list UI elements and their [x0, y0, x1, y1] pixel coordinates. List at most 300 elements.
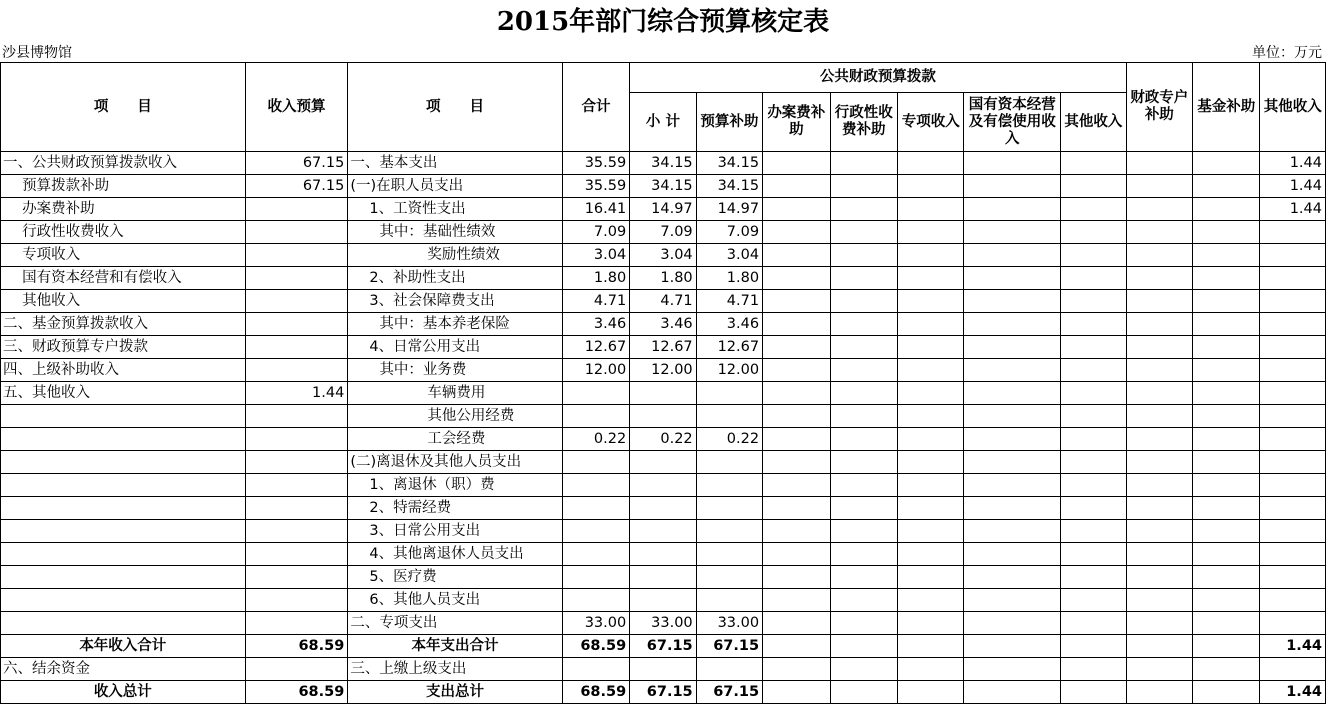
table-cell: [1193, 359, 1260, 382]
table-cell: [245, 451, 348, 474]
table-cell: [1260, 267, 1326, 290]
table-cell: [245, 244, 348, 267]
header-fund-subsidy: 基金补助: [1193, 63, 1260, 152]
table-cell: [696, 520, 762, 543]
table-cell: [1260, 359, 1326, 382]
table-cell: [1061, 359, 1127, 382]
table-cell: [696, 405, 762, 428]
page-title: 2015年部门综合预算核定表: [496, 7, 830, 37]
table-cell: 1.44: [1260, 635, 1326, 658]
table-cell: 一、公共财政预算拨款收入: [1, 152, 246, 175]
table-cell: [830, 635, 897, 658]
table-cell: [1061, 451, 1127, 474]
table-cell: [1260, 658, 1326, 681]
table-cell: [1260, 566, 1326, 589]
table-cell: 12.00: [562, 359, 629, 382]
table-cell: [1061, 658, 1127, 681]
table-cell: [1193, 566, 1260, 589]
table-cell: [964, 198, 1061, 221]
table-cell: [1260, 313, 1326, 336]
table-cell: 68.59: [245, 681, 348, 704]
table-cell: [245, 359, 348, 382]
table-cell: 7.09: [630, 221, 696, 244]
header-special-income: 专项收入: [898, 93, 964, 152]
table-cell: [1193, 612, 1260, 635]
table-cell: 本年支出合计: [348, 635, 562, 658]
table-cell: [1193, 336, 1260, 359]
table-cell: [630, 405, 696, 428]
table-cell: [1126, 543, 1192, 566]
table-cell: [1193, 382, 1260, 405]
table-cell: [964, 428, 1061, 451]
table-cell: [964, 244, 1061, 267]
table-cell: [898, 221, 964, 244]
table-cell: [245, 221, 348, 244]
table-cell: 67.15: [630, 635, 696, 658]
table-cell: [696, 382, 762, 405]
table-cell: [630, 589, 696, 612]
table-cell: 3、社会保障费支出: [348, 290, 562, 313]
table-cell: [630, 658, 696, 681]
table-cell: [1126, 221, 1192, 244]
table-cell: 3.04: [630, 244, 696, 267]
table-cell: [1193, 405, 1260, 428]
table-cell: [830, 497, 897, 520]
table-row: [1, 474, 1326, 497]
table-cell: 67.15: [696, 681, 762, 704]
table-cell: 行政性收费收入: [1, 221, 246, 244]
table-cell: 67.15: [245, 152, 348, 175]
table-cell: [763, 635, 830, 658]
table-cell: [1260, 474, 1326, 497]
table-cell: [630, 474, 696, 497]
table-cell: [562, 405, 629, 428]
table-cell: [1126, 313, 1192, 336]
table-cell: [630, 543, 696, 566]
unit-label: 单位：万元: [1252, 45, 1322, 61]
table-cell: 68.59: [562, 681, 629, 704]
table-row: [1, 520, 1326, 543]
table-cell: [1, 520, 246, 543]
table-cell: 35.59: [562, 152, 629, 175]
table-cell: [898, 359, 964, 382]
table-cell: [1193, 198, 1260, 221]
table-cell: [562, 497, 629, 520]
table-cell: 预算拨款补助: [1, 175, 246, 198]
table-cell: [898, 175, 964, 198]
table-cell: 4、其他离退休人员支出: [348, 543, 562, 566]
table-cell: [1193, 474, 1260, 497]
table-row: [1, 175, 1326, 198]
table-cell: [898, 451, 964, 474]
table-cell: [1061, 175, 1127, 198]
table-cell: 1.44: [1260, 198, 1326, 221]
table-cell: [763, 313, 830, 336]
table-cell: [1260, 405, 1326, 428]
table-cell: [245, 497, 348, 520]
table-cell: 14.97: [630, 198, 696, 221]
table-cell: [1, 428, 246, 451]
table-cell: [1, 497, 246, 520]
table-row: [1, 313, 1326, 336]
table-cell: [245, 290, 348, 313]
table-cell: [830, 313, 897, 336]
table-cell: [898, 658, 964, 681]
table-cell: [898, 428, 964, 451]
table-cell: [763, 428, 830, 451]
table-cell: [830, 681, 897, 704]
table-row: [1, 635, 1326, 658]
table-cell: 4.71: [630, 290, 696, 313]
table-cell: [964, 520, 1061, 543]
table-cell: [1126, 497, 1192, 520]
table-cell: [1126, 267, 1192, 290]
table-cell: (一)在职人员支出: [348, 175, 562, 198]
header-income-budget: 收入预算: [245, 63, 348, 152]
table-cell: [964, 382, 1061, 405]
table-cell: [830, 520, 897, 543]
table-row: [1, 405, 1326, 428]
table-cell: [1, 474, 246, 497]
table-cell: [1061, 221, 1127, 244]
table-cell: [562, 520, 629, 543]
table-cell: [562, 543, 629, 566]
table-row: [1, 267, 1326, 290]
table-cell: 3.04: [562, 244, 629, 267]
table-row: [1, 681, 1326, 704]
table-cell: [763, 497, 830, 520]
table-cell: [245, 520, 348, 543]
table-cell: [1126, 566, 1192, 589]
table-cell: [830, 244, 897, 267]
table-cell: 1.44: [1260, 681, 1326, 704]
table-cell: [1061, 520, 1127, 543]
table-cell: [830, 221, 897, 244]
table-cell: 三、上缴上级支出: [348, 658, 562, 681]
table-cell: [964, 497, 1061, 520]
table-cell: [562, 474, 629, 497]
header-state-capital: 国有资本经营及有偿使用收入: [964, 93, 1061, 152]
table-cell: 二、专项支出: [348, 612, 562, 635]
table-row: [1, 336, 1326, 359]
table-row: [1, 566, 1326, 589]
table-cell: [1061, 612, 1127, 635]
table-cell: [1126, 428, 1192, 451]
table-cell: 67.15: [245, 175, 348, 198]
table-cell: 1.80: [562, 267, 629, 290]
table-cell: [763, 405, 830, 428]
table-cell: [964, 566, 1061, 589]
table-cell: [1193, 681, 1260, 704]
table-cell: [245, 543, 348, 566]
table-cell: [1061, 290, 1127, 313]
table-cell: [763, 336, 830, 359]
table-cell: [1, 589, 246, 612]
table-cell: [696, 543, 762, 566]
table-cell: 0.22: [630, 428, 696, 451]
table-row: [1, 221, 1326, 244]
table-cell: [1126, 474, 1192, 497]
table-cell: [830, 428, 897, 451]
table-cell: [1061, 635, 1127, 658]
table-cell: 1.44: [1260, 175, 1326, 198]
table-cell: [830, 589, 897, 612]
table-cell: [630, 382, 696, 405]
table-cell: 五、其他收入: [1, 382, 246, 405]
table-cell: [245, 612, 348, 635]
table-cell: [1126, 612, 1192, 635]
table-cell: 12.67: [630, 336, 696, 359]
table-cell: [1126, 359, 1192, 382]
table-cell: 68.59: [245, 635, 348, 658]
table-cell: 3.46: [630, 313, 696, 336]
header-item2: 项 目: [348, 63, 562, 152]
table-cell: [1260, 520, 1326, 543]
table-cell: [898, 497, 964, 520]
table-cell: [964, 635, 1061, 658]
table-cell: 收入总计: [1, 681, 246, 704]
table-row: [1, 658, 1326, 681]
table-cell: [763, 198, 830, 221]
table-cell: [964, 589, 1061, 612]
table-cell: 12.00: [696, 359, 762, 382]
table-cell: [1061, 566, 1127, 589]
table-cell: 2、特需经费: [348, 497, 562, 520]
table-cell: [1, 566, 246, 589]
table-cell: [763, 658, 830, 681]
table-cell: [1126, 589, 1192, 612]
table-cell: [830, 290, 897, 313]
table-cell: 68.59: [562, 635, 629, 658]
table-cell: [1126, 382, 1192, 405]
table-cell: [1260, 382, 1326, 405]
table-cell: 1.80: [630, 267, 696, 290]
table-cell: 国有资本经营和有偿收入: [1, 267, 246, 290]
table-cell: [1061, 543, 1127, 566]
table-cell: [763, 290, 830, 313]
table-cell: [898, 520, 964, 543]
table-cell: [763, 474, 830, 497]
table-cell: [1061, 589, 1127, 612]
table-cell: 34.15: [696, 152, 762, 175]
table-cell: 一、基本支出: [348, 152, 562, 175]
table-cell: [964, 658, 1061, 681]
table-cell: 1.80: [696, 267, 762, 290]
table-row: [1, 382, 1326, 405]
table-cell: [1061, 313, 1127, 336]
header-admin-fee: 行政性收费补助: [830, 93, 897, 152]
table-cell: 四、上级补助收入: [1, 359, 246, 382]
table-cell: [245, 267, 348, 290]
table-cell: 4、日常公用支出: [348, 336, 562, 359]
table-cell: [1260, 451, 1326, 474]
table-cell: [898, 681, 964, 704]
table-cell: [830, 612, 897, 635]
table-row: [1, 543, 1326, 566]
table-cell: [898, 589, 964, 612]
table-cell: 14.97: [696, 198, 762, 221]
table-cell: [1126, 405, 1192, 428]
table-cell: 3.46: [562, 313, 629, 336]
table-cell: 工会经费: [348, 428, 562, 451]
table-row: [1, 497, 1326, 520]
table-cell: [830, 336, 897, 359]
table-cell: [562, 566, 629, 589]
organization-name: 沙县博物馆: [2, 45, 72, 61]
table-cell: [1193, 589, 1260, 612]
table-cell: [562, 589, 629, 612]
table-cell: [1193, 244, 1260, 267]
table-cell: 5、医疗费: [348, 566, 562, 589]
table-cell: 4.71: [696, 290, 762, 313]
table-cell: [898, 382, 964, 405]
table-cell: [964, 405, 1061, 428]
table-cell: [898, 635, 964, 658]
table-cell: (二)离退休及其他人员支出: [348, 451, 562, 474]
table-row: [1, 290, 1326, 313]
table-cell: 33.00: [630, 612, 696, 635]
table-cell: [696, 474, 762, 497]
table-cell: [1193, 175, 1260, 198]
table-cell: [1260, 221, 1326, 244]
table-cell: [1260, 543, 1326, 566]
table-cell: [763, 244, 830, 267]
table-cell: 办案费补助: [1, 198, 246, 221]
table-cell: [1061, 405, 1127, 428]
table-cell: [1260, 336, 1326, 359]
table-cell: [562, 658, 629, 681]
table-cell: [1193, 635, 1260, 658]
header-item: 项 目: [1, 63, 246, 152]
table-cell: [964, 451, 1061, 474]
table-cell: 67.15: [630, 681, 696, 704]
table-cell: [245, 566, 348, 589]
table-cell: [763, 520, 830, 543]
table-cell: [964, 152, 1061, 175]
table-cell: [830, 152, 897, 175]
table-cell: [898, 313, 964, 336]
table-cell: [1061, 152, 1127, 175]
table-cell: 1、工资性支出: [348, 198, 562, 221]
table-cell: [1126, 198, 1192, 221]
table-cell: [1061, 198, 1127, 221]
table-cell: [1260, 589, 1326, 612]
table-cell: [1126, 175, 1192, 198]
table-cell: 1.44: [245, 382, 348, 405]
table-cell: [964, 313, 1061, 336]
table-cell: 35.59: [562, 175, 629, 198]
table-cell: [898, 152, 964, 175]
table-cell: [1061, 336, 1127, 359]
table-cell: [1126, 244, 1192, 267]
table-cell: [1126, 336, 1192, 359]
table-cell: 其他公用经费: [348, 405, 562, 428]
table-cell: [1061, 497, 1127, 520]
table-cell: [1061, 267, 1127, 290]
header-public-fiscal: 公共财政预算拨款: [630, 63, 1126, 93]
table-cell: [1061, 382, 1127, 405]
table-cell: [830, 405, 897, 428]
table-cell: [763, 221, 830, 244]
table-cell: [245, 658, 348, 681]
table-row: [1, 198, 1326, 221]
table-cell: [630, 451, 696, 474]
table-cell: 67.15: [696, 635, 762, 658]
table-cell: [964, 336, 1061, 359]
table-cell: [562, 382, 629, 405]
table-cell: [964, 267, 1061, 290]
table-cell: [630, 520, 696, 543]
table-cell: [1260, 428, 1326, 451]
table-cell: [1193, 520, 1260, 543]
table-cell: [1193, 428, 1260, 451]
table-cell: 12.00: [630, 359, 696, 382]
table-cell: [1193, 658, 1260, 681]
header-budget-subsidy: 预算补助: [696, 93, 762, 152]
table-cell: [763, 543, 830, 566]
table-cell: [1260, 497, 1326, 520]
table-cell: [1126, 152, 1192, 175]
table-cell: 0.22: [562, 428, 629, 451]
table-cell: 二、基金预算拨款收入: [1, 313, 246, 336]
table-cell: 12.67: [562, 336, 629, 359]
table-cell: [245, 589, 348, 612]
table-cell: 12.67: [696, 336, 762, 359]
table-cell: [763, 566, 830, 589]
table-cell: [696, 497, 762, 520]
table-cell: [763, 612, 830, 635]
table-cell: [898, 336, 964, 359]
table-cell: 34.15: [630, 152, 696, 175]
table-cell: [245, 474, 348, 497]
table-row: [1, 451, 1326, 474]
table-cell: [1, 405, 246, 428]
table-cell: 33.00: [696, 612, 762, 635]
table-cell: [898, 612, 964, 635]
table-cell: 34.15: [630, 175, 696, 198]
table-cell: [630, 497, 696, 520]
budget-table: [0, 62, 1326, 704]
table-cell: 4.71: [562, 290, 629, 313]
table-cell: 0.22: [696, 428, 762, 451]
table-cell: [964, 612, 1061, 635]
table-cell: [1193, 451, 1260, 474]
table-cell: [763, 589, 830, 612]
table-cell: [964, 175, 1061, 198]
table-cell: [830, 382, 897, 405]
table-cell: [1126, 290, 1192, 313]
table-cell: 其他收入: [1, 290, 246, 313]
table-cell: [1193, 290, 1260, 313]
table-cell: [562, 451, 629, 474]
table-cell: [1193, 221, 1260, 244]
table-cell: [830, 658, 897, 681]
table-cell: [1193, 543, 1260, 566]
table-cell: [964, 474, 1061, 497]
table-cell: [830, 175, 897, 198]
table-cell: 奖励性绩效: [348, 244, 562, 267]
table-cell: [898, 474, 964, 497]
table-cell: [830, 566, 897, 589]
table-cell: [1126, 451, 1192, 474]
table-cell: [1126, 681, 1192, 704]
table-cell: [1193, 497, 1260, 520]
table-row: [1, 359, 1326, 382]
table-cell: 3.46: [696, 313, 762, 336]
table-cell: 6、其他人员支出: [348, 589, 562, 612]
header-other-income: 其他收入: [1260, 63, 1326, 152]
table-cell: 7.09: [696, 221, 762, 244]
